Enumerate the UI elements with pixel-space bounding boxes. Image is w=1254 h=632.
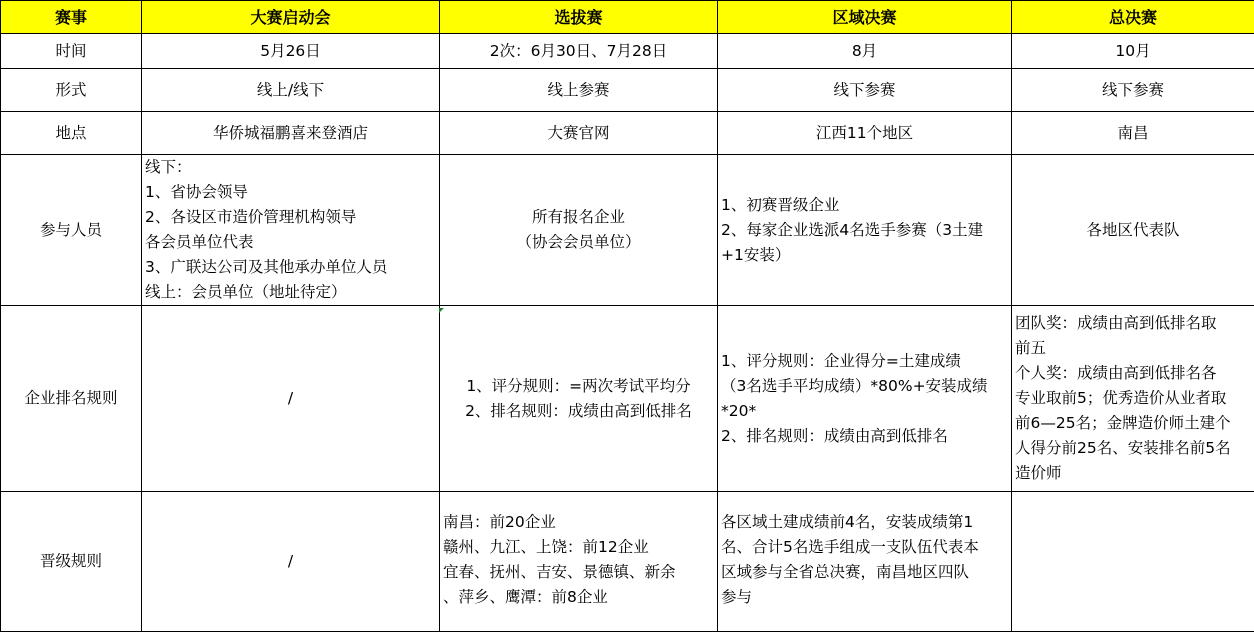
cell-participants-selection[interactable] (440, 155, 718, 306)
row-location (1, 112, 1254, 155)
row-label-form[interactable]: 形式 (1, 69, 142, 112)
cell-promotion-selection[interactable] (440, 492, 718, 632)
cell-promotion-regional[interactable] (718, 492, 1012, 632)
row-form (1, 69, 1254, 112)
cell-time-regional[interactable]: 8月 (718, 34, 1012, 69)
row-label-participants[interactable]: 参与人员 (1, 155, 142, 306)
cell-time-final[interactable]: 10月 (1012, 34, 1254, 69)
text-line: 、萍乡、鹰潭：前8企业 (443, 585, 713, 610)
text-line: 所有报名企业 (444, 205, 713, 230)
text-line: 1、评分规则：=两次考试平均分 (444, 374, 713, 399)
row-label-ranking[interactable]: 企业排名规则 (1, 306, 142, 492)
text-line: +1安装） (721, 243, 1007, 268)
cell-form-regional[interactable]: 线下参赛 (718, 69, 1012, 112)
row-label-promotion[interactable]: 晋级规则 (1, 492, 142, 632)
text-line: 赣州、九江、上饶：前12企业 (443, 535, 713, 560)
cell-ranking-launch[interactable]: / (142, 306, 440, 492)
header-cell-final[interactable]: 总决赛 (1012, 1, 1254, 34)
text-line: 1、评分规则：企业得分=土建成绩 (721, 349, 1007, 374)
header-cell-selection[interactable]: 选拔赛 (440, 1, 718, 34)
cell-ranking-selection[interactable] (440, 306, 718, 492)
row-time (1, 34, 1254, 69)
text-line: 人得分前25名、安装排名前5名 (1015, 436, 1250, 461)
row-promotion (1, 492, 1254, 632)
text-line: *20* (721, 399, 1007, 424)
cell-promotion-final[interactable] (1012, 492, 1254, 632)
text-line: 前6—25名；金牌造价师土建个 (1015, 411, 1250, 436)
cell-location-final[interactable]: 南昌 (1012, 112, 1254, 155)
text-line: 宜春、抚州、吉安、景德镇、新余 (443, 560, 713, 585)
cell-location-regional[interactable]: 江西11个地区 (718, 112, 1012, 155)
cell-promotion-launch[interactable]: / (142, 492, 440, 632)
text-line: 参与 (721, 585, 1007, 610)
header-cell-event[interactable]: 赛事 (1, 1, 142, 34)
row-ranking (1, 306, 1254, 492)
text-line: （3名选手平均成绩）*80%+安装成绩 (721, 374, 1007, 399)
row-participants (1, 155, 1254, 306)
text-line: 2、排名规则：成绩由高到低排名 (444, 399, 713, 424)
cell-time-selection[interactable]: 2次：6月30日、7月28日 (440, 34, 718, 69)
text-line: 线上：会员单位（地址待定） (145, 280, 435, 305)
header-cell-regional[interactable]: 区域决赛 (718, 1, 1012, 34)
row-label-time[interactable]: 时间 (1, 34, 142, 69)
text-line: 3、广联达公司及其他承办单位人员 (145, 255, 435, 280)
header-cell-launch[interactable]: 大赛启动会 (142, 1, 440, 34)
text-line: 各会员单位代表 (145, 230, 435, 255)
cell-ranking-regional[interactable] (718, 306, 1012, 492)
text-line: 区域参与全省总决赛，南昌地区四队 (721, 560, 1007, 585)
cell-participants-launch[interactable] (142, 155, 440, 306)
cell-comment-marker (439, 308, 444, 313)
text-line: 2、排名规则：成绩由高到低排名 (721, 424, 1007, 449)
cell-ranking-final[interactable] (1012, 306, 1254, 492)
text-line: 2、每家企业选派4名选手参赛（3土建 (721, 218, 1007, 243)
text-line: 各区域土建成绩前4名，安装成绩第1 (721, 510, 1007, 535)
text-line: 1、省协会领导 (145, 180, 435, 205)
text-line: 团队奖：成绩由高到低排名取 (1015, 311, 1250, 336)
cell-time-launch[interactable]: 5月26日 (142, 34, 440, 69)
cell-location-selection[interactable]: 大赛官网 (440, 112, 718, 155)
row-label-location[interactable]: 地点 (1, 112, 142, 155)
text-line: 个人奖：成绩由高到低排名各 (1015, 361, 1250, 386)
cell-form-selection[interactable]: 线上参赛 (440, 69, 718, 112)
cell-participants-final[interactable]: 各地区代表队 (1012, 155, 1254, 306)
text-line: （协会会员单位） (444, 230, 713, 255)
header-row (1, 1, 1254, 34)
text-line: 名、合计5名选手组成一支队伍代表本 (721, 535, 1007, 560)
cell-participants-regional[interactable] (718, 155, 1012, 306)
cell-location-launch[interactable]: 华侨城福鹏喜来登酒店 (142, 112, 440, 155)
cell-form-launch[interactable]: 线上/线下 (142, 69, 440, 112)
cell-form-final[interactable]: 线下参赛 (1012, 69, 1254, 112)
text-line: 1、初赛晋级企业 (721, 193, 1007, 218)
text-line: 南昌：前20企业 (443, 510, 713, 535)
text-line: 专业取前5；优秀造价从业者取 (1015, 386, 1250, 411)
text-line: 造价师 (1015, 461, 1250, 486)
text-line: 2、各设区市造价管理机构领导 (145, 205, 435, 230)
text-line: 线下： (145, 155, 435, 180)
text-line: 前五 (1015, 336, 1250, 361)
